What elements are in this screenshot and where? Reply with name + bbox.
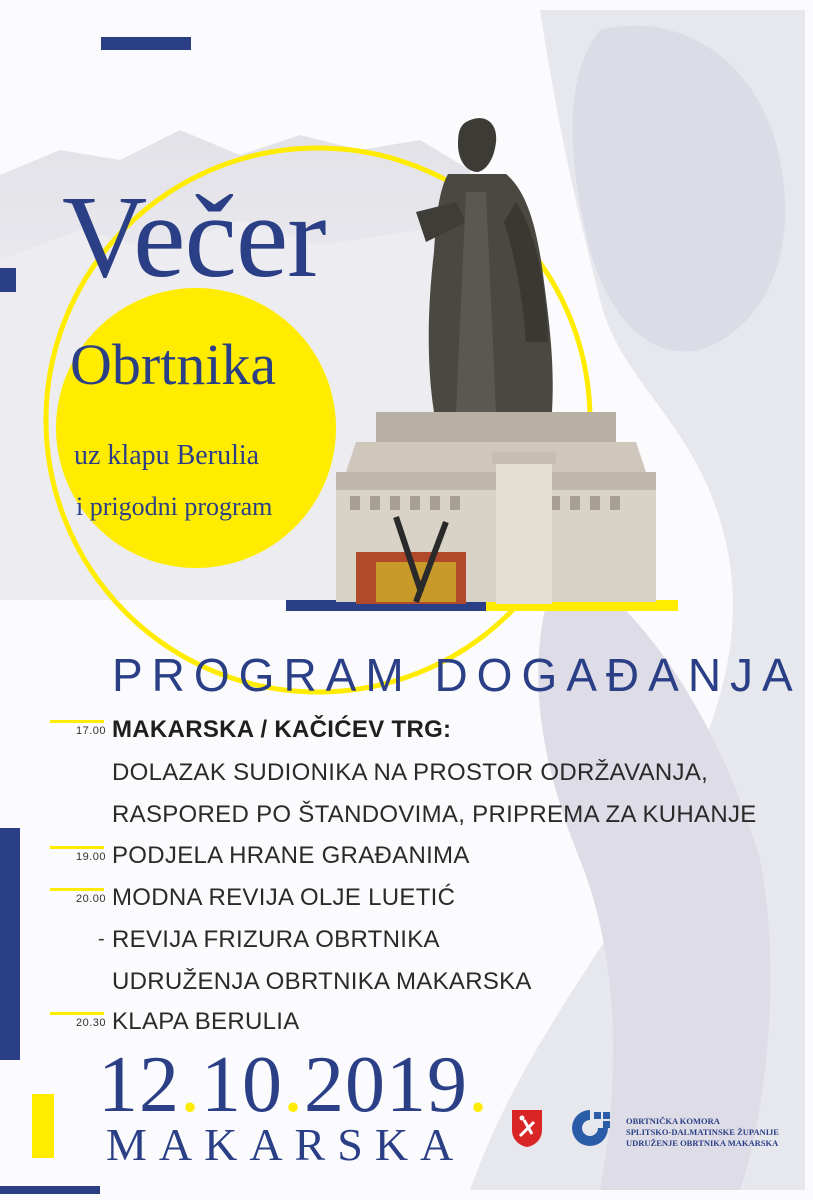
- headline-title: Večer: [62, 171, 326, 302]
- headline-line-1: uz klapu Berulia: [74, 440, 260, 471]
- organizer-line: OBRTNIČKA KOMORA: [626, 1116, 720, 1126]
- program-item: PODJELA HRANE GRAĐANIMA: [112, 842, 470, 869]
- headline-line-2: i prigodni program: [76, 492, 273, 521]
- date-day: 12: [98, 1041, 180, 1129]
- date-separator: .: [468, 1041, 489, 1129]
- program-item: DOLAZAK SUDIONIKA NA PROSTOR ODRŽAVANJA,: [112, 759, 709, 786]
- event-city: MAKARSKA: [106, 1119, 466, 1170]
- date-separator: .: [283, 1041, 304, 1129]
- time-marker-line: [50, 720, 104, 723]
- program-item: RASPORED PO ŠTANDOVIMA, PRIPREMA ZA KUHANJE: [112, 801, 757, 828]
- date-month: 10: [201, 1041, 283, 1129]
- headline-subtitle: Obrtnika: [70, 332, 277, 397]
- time-label: 20.30: [75, 1017, 106, 1029]
- date-year: 2019: [304, 1041, 468, 1129]
- program-item: REVIJA FRIZURA OBRTNIKA: [112, 926, 440, 953]
- bottom-navy-bar: [0, 1186, 100, 1194]
- statue-image: [316, 112, 664, 604]
- time-marker-line: [50, 846, 104, 849]
- time-label: 20.00: [75, 893, 106, 905]
- left-navy-bar: [0, 268, 16, 292]
- left-navy-column: [0, 828, 20, 1060]
- time-label: 19.00: [75, 851, 106, 863]
- dash-marker: -: [98, 928, 105, 950]
- program-item: MAKARSKA / KAČIĆEV TRG:: [112, 716, 452, 743]
- program-item: MODNA REVIJA OLJE LUETIĆ: [112, 884, 456, 911]
- makarska-coat-of-arms-icon: [510, 1108, 544, 1148]
- obrtnicka-komora-logo-icon: [568, 1106, 620, 1150]
- time-marker-line: [50, 1012, 104, 1015]
- organizer-line: SPLITSKO-DALMATINSKE ŽUPANIJE: [626, 1127, 779, 1137]
- time-marker-line: [50, 888, 104, 891]
- program-item: KLAPA BERULIA: [112, 1008, 300, 1035]
- top-navy-bar: [101, 37, 191, 50]
- program-item: UDRUŽENJA OBRTNIKA MAKARSKA: [112, 968, 532, 995]
- organizer-line: UDRUŽENJE OBRTNIKA MAKARSKA: [626, 1138, 779, 1148]
- time-label: 17.00: [75, 725, 106, 737]
- organizer-text: [626, 1116, 779, 1149]
- date-separator: .: [180, 1041, 201, 1129]
- program-heading: PROGRAM DOGAĐANJA: [112, 649, 802, 701]
- bottom-yellow-square: [32, 1094, 54, 1158]
